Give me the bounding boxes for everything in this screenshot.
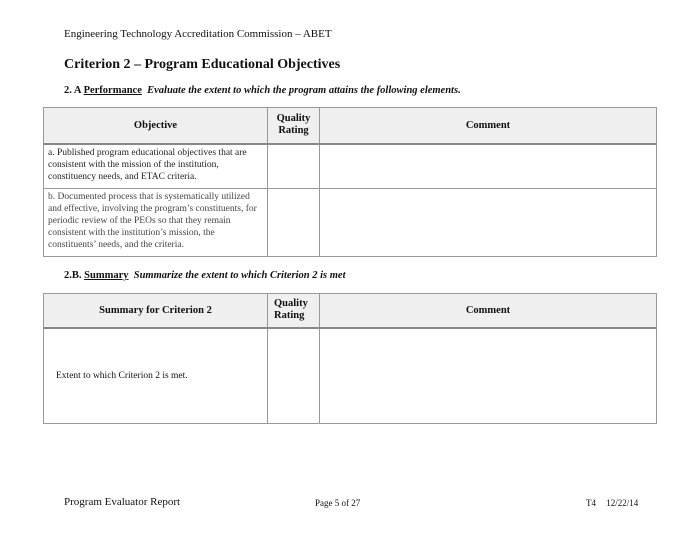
column-header-quality-rating: Quality Rating: [268, 294, 320, 328]
performance-table: [43, 107, 657, 257]
summary-table: [43, 293, 657, 424]
objective-cell: b. Documented process that is systematically utilized and effective, involving the program’s constituents, for periodic review of the PEOs so that they remain consistent with the institution’s mission, the constituents’ needs, and the criteria.: [44, 189, 268, 257]
section-b-label: Summary: [84, 270, 129, 281]
section-b-heading: [64, 270, 346, 281]
column-header-quality-rating: Quality Rating: [268, 108, 320, 144]
comment-field[interactable]: [320, 189, 657, 257]
quality-rating-field[interactable]: [268, 328, 320, 424]
footer-version-date: T4 12/22/14: [586, 498, 639, 508]
document-header: Engineering Technology Accreditation Commission – ABET: [64, 28, 332, 40]
table-row: [44, 144, 657, 189]
table-row: [44, 189, 657, 257]
section-a-instruction: Evaluate the extent to which the program attains the following elements.: [141, 85, 461, 96]
table-header-row: [44, 108, 657, 144]
section-a-heading: [64, 85, 461, 96]
column-header-summary: Summary for Criterion 2: [44, 294, 268, 328]
section-a-label: Performance: [83, 85, 142, 96]
column-header-objective: Objective: [44, 108, 268, 144]
table-row: [44, 328, 657, 424]
footer-report-name: Program Evaluator Report: [64, 496, 181, 508]
quality-rating-field[interactable]: [268, 144, 320, 189]
page-title: Criterion 2 – Program Educational Objectives: [64, 57, 341, 72]
objective-cell: a. Published program educational objectives that are consistent with the mission of the institution, constituency needs, and ETAC criteria.: [44, 144, 268, 189]
section-b-number: 2.B.: [64, 270, 85, 281]
section-b-instruction: Summarize the extent to which Criterion 2 is met: [128, 270, 346, 281]
column-header-comment: Comment: [320, 108, 657, 144]
summary-cell: Extent to which Criterion 2 is met.: [44, 328, 268, 424]
column-header-comment: Comment: [320, 294, 657, 328]
comment-field[interactable]: [320, 144, 657, 189]
comment-field[interactable]: [320, 328, 657, 424]
footer-page-number: Page 5 of 27: [315, 498, 361, 508]
table-header-row: [44, 294, 657, 328]
section-a-number: 2. A: [64, 85, 84, 96]
quality-rating-field[interactable]: [268, 189, 320, 257]
